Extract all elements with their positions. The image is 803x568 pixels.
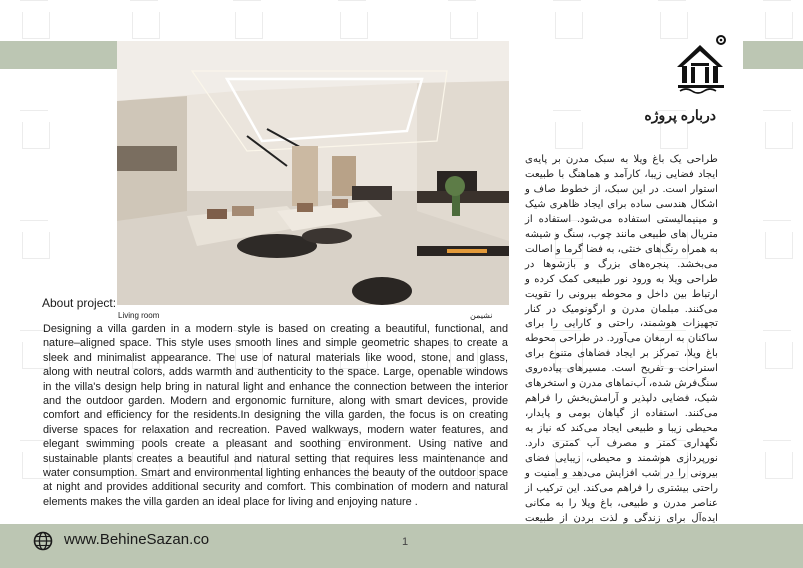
company-logo [672,33,730,95]
watermark-house-icon [450,12,478,39]
project-description-en: Designing a villa garden in a modern style is based on creating a beautiful, functional, and nature–aligned space. This style uses smooth lines and simple geometric shapes to create a sleek and minimalist appearance. The use of natural materials like wood, stone, and glass, along with neutral colors, adds warmth and authenticity to the space. Large, openable windows in the villa's design help bring in natural light and enhance the connection between the interior and the outdoor garden. Modern and ergonomic furniture, along with smart devices, provide comfort and efficiency for the residents.In designing the villa garden, the focus is on creating diverse spaces for relaxation and recreation. Paved walkways, modern water features, and elegant swimming pools create a pleasant and soothing environment. Using native and sustainable plants creates a beautiful and natural setting that requires less maintenance and water consumption. Smart and environmental lighting enhances the beauty of the outdoor space at night and provides additional security and comfort. This combination of modern and natural elements makes the villa garden an ideal place for living and enjoying nature . [43,323,508,508]
watermark-house-icon [555,12,583,39]
about-project-label: About project: [42,296,117,310]
watermark-house-icon [765,122,793,149]
watermark-house-icon [22,122,50,149]
header-band-right [743,41,803,69]
watermark-house-icon [22,232,50,259]
watermark-house-icon [555,122,583,149]
page-number: 1 [402,536,409,548]
project-description-fa: طراحی یک باغ ویلا به سبک مدرن بر پایه‌ی ایجاد فضایی زیبا، کارآمد و هماهنگ با طبیعت استوار است. در این سبک، از خطوط صاف و اشکال هندسی ساده برای ایجاد ظاهری شیک و مینیمالیستی استفاده می‌شود. استفاده از متریال های طبیعی مانند چوب، سنگ و شیشه به همراه رنگ‌های خنثی، به فضا گرما و اصالت می‌بخشد. پنجره‌های بزرگ و بازشوها در طراحی ویلا به ورود نور طبیعی کمک کرده و ارتباط بین داخل و محوطه بیرونی را تقویت می‌کنند. مبلمان مدرن و ارگونومیک در کنار تجهیزات هوشمند، راحتی و کارایی را برای ساکنان به ارمغان می‌آورد. در طراحی محوطه باغ ویلا، تمرکز بر ایجاد فضاهای متنوع برای استراحت و تفریح است. مسیرهای پیاده‌روی سنگ‌فرش شده، آب‌نماهای مدرن و استخرهای شیک، فضایی دلپذیر و آرامش‌بخش را فراهم می‌کنند. استفاده از گیاهان بومی و پایدار، محیطی زیبا و طبیعی ایجاد می‌کند که نیاز به نگهداری کمتر و مصرف آب کمتری دارد. نورپردازی هوشمند و محیطی، زیبایی فضای بیرونی را در شب افزایش می‌دهد و امنیت و راحتی بیشتری را فراهم می‌کند. این ترکیب از عناصر مدرن و طبیعی، باغ ویلا را به مکانی ایده‌آل برای زندگی و لذت بردن از طبیعت [525,154,718,524]
watermark-house-icon [660,122,688,149]
watermark-house-icon [340,12,368,39]
watermark-house-icon [765,452,793,479]
watermark-house-icon [235,12,263,39]
photo-caption-fa: نشیمن [470,311,493,320]
photo-caption-en: Living room [118,311,160,320]
watermark-house-icon [22,12,50,39]
watermark-house-icon [765,12,793,39]
watermark-house-icon [132,12,160,39]
watermark-house-icon [765,232,793,259]
living-room-photo [117,41,509,305]
website-link[interactable]: www.BehineSazan.co [64,531,210,548]
watermark-house-icon [765,342,793,369]
project-title-fa: درباره پروژه [644,107,716,123]
header-band-left [0,41,117,69]
globe-icon [33,531,53,551]
